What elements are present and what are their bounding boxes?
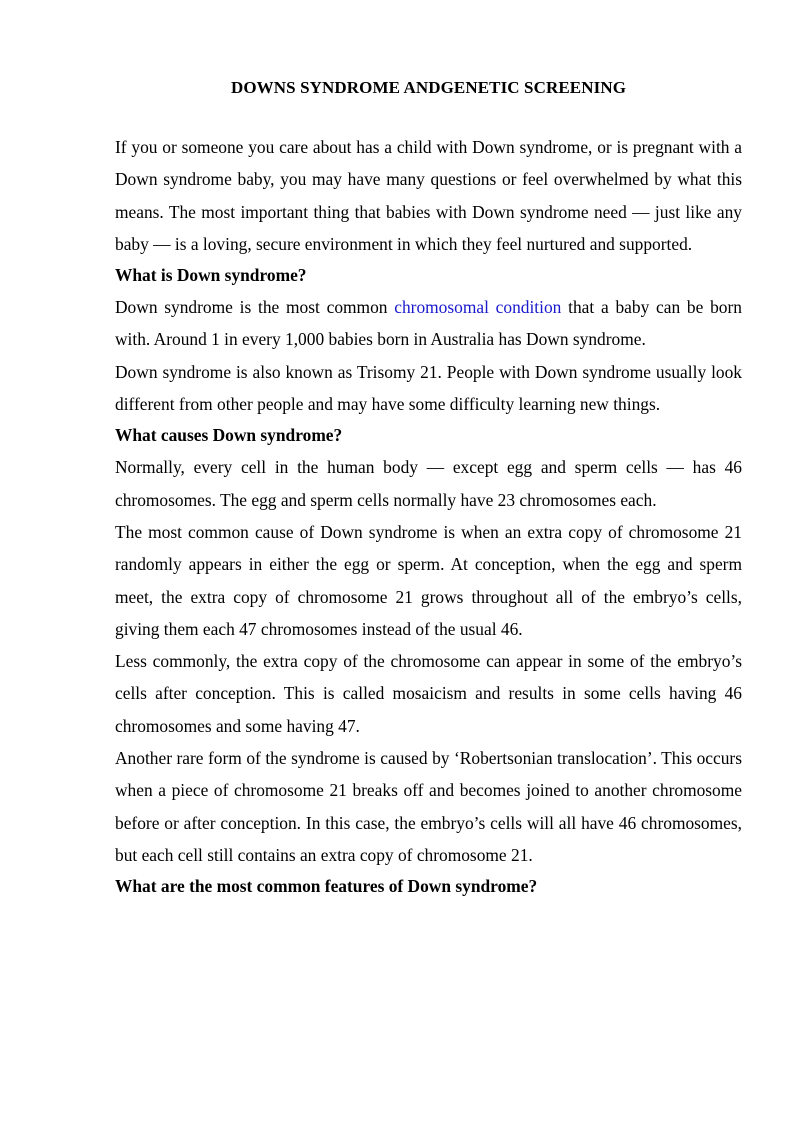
what-is-paragraph-2: Down syndrome is also known as Trisomy 21. People with Down syndrome usually look different from other people and may have some difficulty learning new things. (115, 361, 742, 415)
what-is-paragraph-1 (115, 291, 742, 356)
causes-paragraph-4: Another rare form of the syndrome is caused by ‘Robertsonian translocation’. This occurs when a piece of chromosome 21 breaks off and becomes joined to another chromosome before or after conception. In this case, the embryo’s cells will all have 46 chromosomes, but each cell still contains an extra copy of chromosome 21. (115, 748, 742, 865)
intro-paragraph: If you or someone you care about has a child with Down syndrome, or is pregnant with a Down syndrome baby, you may have many questions or feel overwhelmed by what this means. The most important thing that babies with Down syndrome need — just like any baby — is a loving, secure environment in which they feel nurtured and supported. (115, 137, 742, 254)
heading-common-features: What are the most common features of Down syndrome? (115, 876, 538, 897)
document-title: DOWNS SYNDROME ANDGENETIC SCREENING (230, 78, 627, 97)
what-is-text-before: Down syndrome is the most common (115, 297, 395, 318)
heading-what-causes: What causes Down syndrome? (115, 425, 343, 446)
document-page (115, 74, 742, 902)
heading-what-is: What is Down syndrome? (115, 265, 307, 286)
what-is-text-after: that a baby can be born with. Around 1 in every 1,000 babies born in Australia has Down syndrome. (115, 297, 742, 350)
chromosomal-condition-link[interactable]: chromosomal condition (394, 297, 562, 318)
causes-paragraph-2: The most common cause of Down syndrome is when an extra copy of chromosome 21 randomly appears in either the egg or sperm. At conception, when the egg and sperm meet, the extra copy of chromosome 21 grows throughout all of the embryo’s cells, giving them each 47 chromosomes instead of the usual 46. (115, 521, 742, 639)
causes-paragraph-3: Less commonly, the extra copy of the chromosome can appear in some of the embryo’s cells after conception. This is called mosaicism and results in some cells having 46 chromosomes and some having 47. (115, 651, 742, 736)
causes-paragraph-1: Normally, every cell in the human body — except egg and sperm cells — has 46 chromosomes. The egg and sperm cells normally have 23 chromosomes each. (115, 457, 742, 510)
